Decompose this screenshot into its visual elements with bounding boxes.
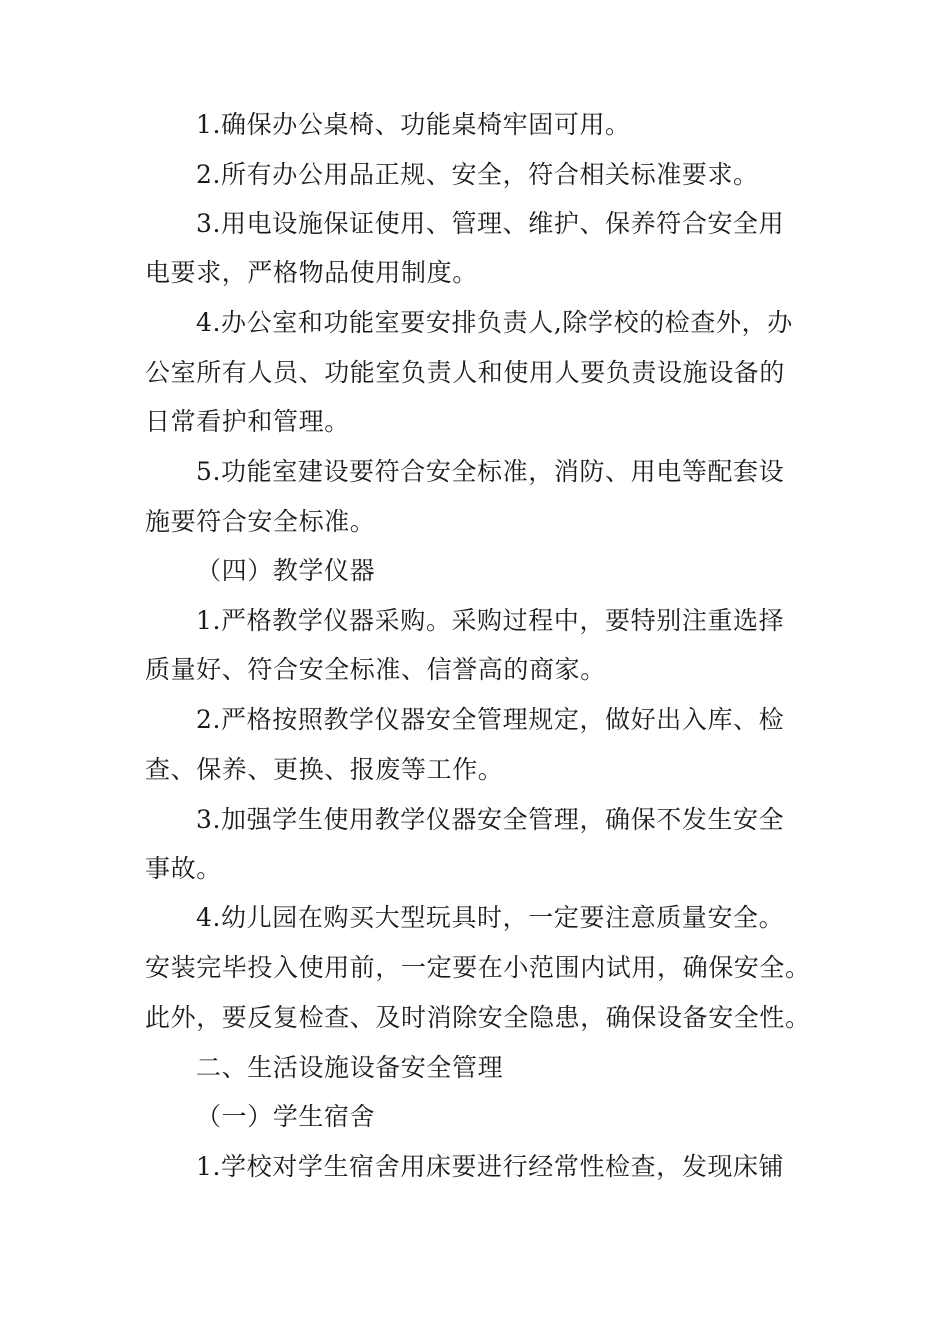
text-line: 公室所有人员、功能室负责人和使用人要负责设施设备的	[145, 358, 786, 387]
text-line: 日常看护和管理。	[145, 407, 350, 436]
text-line: 施要符合安全标准。	[145, 507, 376, 536]
section-heading: （四）教学仪器	[196, 556, 376, 585]
text-line: 2.严格按照教学仪器安全管理规定，做好出入库、检	[196, 705, 785, 734]
section-heading: 二、生活设施设备安全管理	[196, 1053, 504, 1082]
text-line: 1.学校对学生宿舍用床要进行经常性检查，发现床铺	[196, 1152, 785, 1181]
text-line: 4.幼儿园在购买大型玩具时，一定要注意质量安全。	[196, 903, 785, 932]
text-line: 3.加强学生使用教学仪器安全管理，确保不发生安全	[196, 805, 785, 834]
text-line: 4.办公室和功能室要安排负责人,除学校的检查外，办	[196, 308, 793, 337]
text-line: 质量好、符合安全标准、信誉高的商家。	[145, 655, 606, 684]
text-line: 3.用电设施保证使用、管理、维护、保养符合安全用	[196, 209, 785, 238]
text-line: 2.所有办公用品正规、安全，符合相关标准要求。	[196, 160, 759, 189]
text-line: 查、保养、更换、报废等工作。	[145, 755, 504, 784]
text-line: 1.严格教学仪器采购。采购过程中，要特别注重选择	[196, 606, 785, 635]
text-line: 1.确保办公桌椅、功能桌椅牢固可用。	[196, 110, 631, 139]
section-heading: （一）学生宿舍	[196, 1102, 376, 1131]
text-line: 5.功能室建设要符合安全标准，消防、用电等配套设	[196, 457, 785, 486]
text-line: 安装完毕投入使用前，一定要在小范围内试用，确保安全。	[145, 953, 811, 982]
text-line: 电要求，严格物品使用制度。	[145, 258, 478, 287]
text-line: 事故。	[145, 854, 222, 883]
text-line: 此外，要反复检查、及时消除安全隐患，确保设备安全性。	[145, 1003, 811, 1032]
